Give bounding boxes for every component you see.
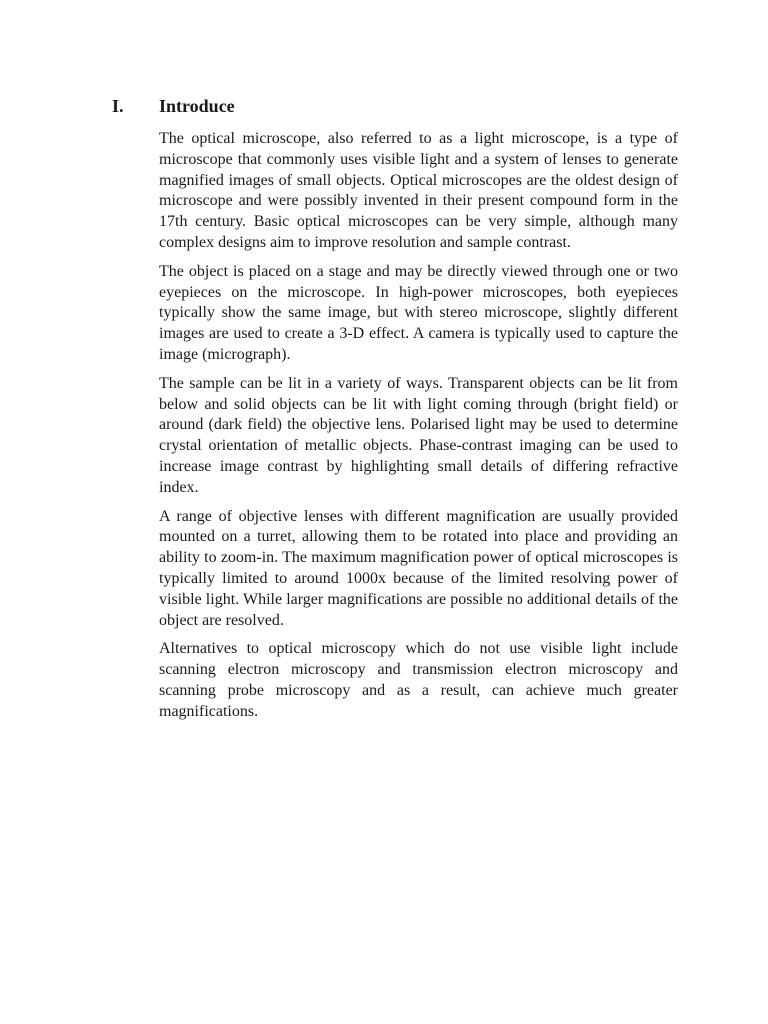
paragraph-1: The optical microscope, also referred to as a light microscope, is a type of microscope that commonly uses visible light and a system of lenses to generate magnified images of small objects. Optical microscopes are the oldest design of microscope and were possibly invented in their present compound form in the 17th century. Basic optical microscopes can be very simple, although many complex designs aim to improve resolution and sample contrast. <box>159 130 678 251</box>
paragraph-3: The sample can be lit in a variety of ways. Transparent objects can be lit from below and solid objects can be lit with light coming through (bright field) or around (dark field) the objective lens. Polarised light may be used to determine crystal orientation of metallic objects. Phase-contrast imaging can be used to increase image contrast by highlighting small details of differing refractive index. <box>159 374 678 496</box>
section-title: Introduce <box>159 96 235 116</box>
paragraph-2: The object is placed on a stage and may be directly viewed through one or two eyepieces on the microscope. In high-power microscopes, both eyepieces typically show the same image, but with stereo microscope, slightly different images are used to create a 3-D effect. A camera is typically used to capture the image (micrograph). <box>159 262 678 363</box>
section-number: I. <box>112 96 124 116</box>
section-body <box>159 129 678 731</box>
section-heading <box>112 94 682 118</box>
paragraph-4: A range of objective lenses with different magnification are usually provided mounted on a turret, allowing them to be rotated into place and providing an ability to zoom-in. The maximum magnification power of optical microscopes is typically limited to around 1000x because of the limited resolving power of visible light. While larger magnifications are possible no additional details of the object are resolved. <box>159 507 678 629</box>
paragraph-5: Alternatives to optical microscopy which do not use visible light include scanning electron microscopy and transmission electron microscopy and scanning probe microscopy and as a result, can achieve much greater magnifications. <box>159 640 678 720</box>
